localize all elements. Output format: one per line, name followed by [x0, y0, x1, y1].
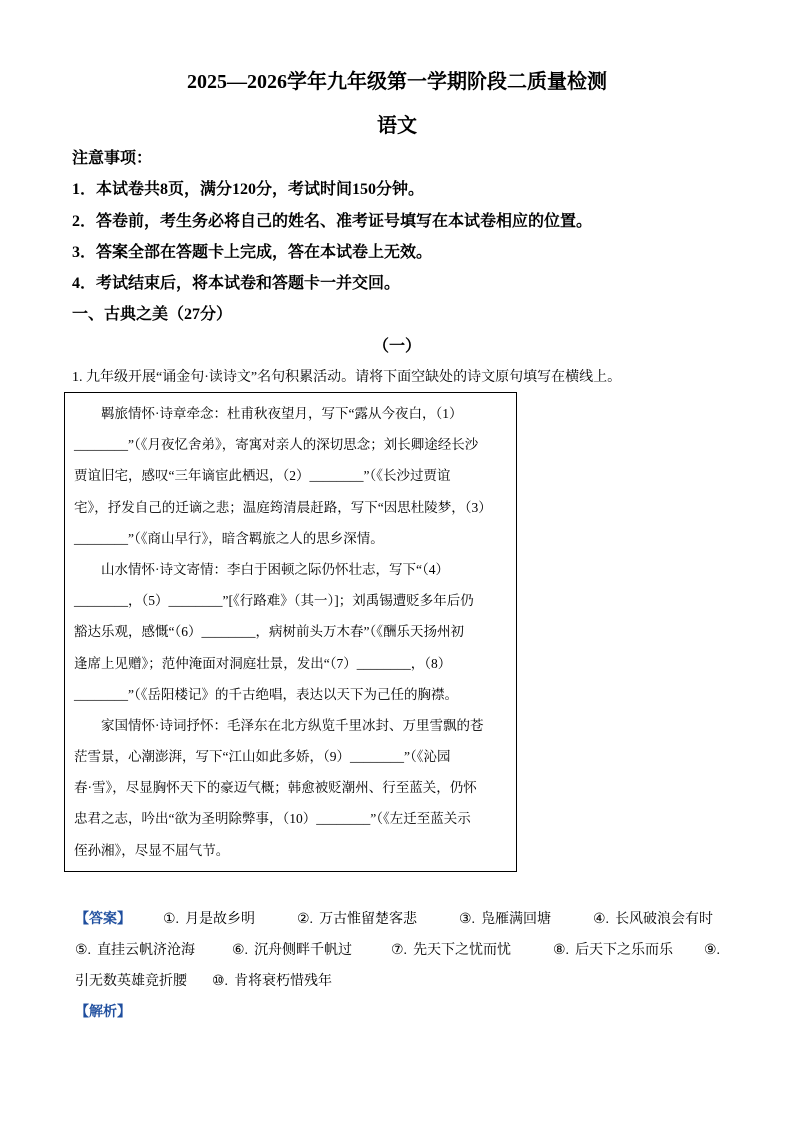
answer-number: ④.	[593, 912, 610, 927]
notice-item: 3．答案全部在答题卡上完成，答在本试卷上无效。	[72, 243, 433, 261]
answer-number: ③.	[459, 912, 476, 927]
passage-line: 茫雪景，心潮澎湃，写下“江山如此多娇，（9）________”（《沁园	[74, 749, 451, 765]
answer-text: 长风破浪会有时	[615, 912, 714, 927]
answer-number: ⑦.	[391, 943, 408, 958]
answer-row	[0, 935, 794, 966]
passage-line: ________”（《商山早行》，暗含羁旅之人的思乡深情。	[74, 530, 384, 546]
passage-line: ________，（5）________”[《行路难》（其一）]；刘禹锡遭贬多年后仍	[74, 593, 474, 609]
passage-line: 豁达乐观，感慨“（6）________，病树前头万木春”（《酬乐天扬州初	[74, 624, 464, 640]
instructions-block	[72, 143, 762, 393]
passage-line: 春·雪》，尽显胸怀天下的豪迈气概；韩愈被贬潮州、行至蓝关，仍怀	[74, 780, 477, 796]
answer-row	[0, 966, 794, 997]
answer-text: 先天下之忧而忧	[413, 943, 512, 958]
answer-number: ⑥.	[232, 943, 249, 958]
answer-text: 直挂云帆济沧海	[97, 943, 196, 958]
passage-line: ________”（《岳阳楼记》的千古绝唱，表达以天下为己任的胸襟。	[74, 686, 458, 702]
answer-text: 万古惟留楚客悲	[319, 912, 418, 927]
answer-item	[459, 904, 551, 935]
answer-item	[163, 904, 255, 935]
analysis-row	[0, 997, 794, 1028]
exam-subject: 语文	[377, 115, 417, 137]
answer-text: 肯将衰朽惜残年	[234, 974, 333, 989]
answer-number: ⑤.	[75, 943, 92, 958]
answer-text: 后天下之乐而乐	[575, 943, 674, 958]
passage-box	[64, 392, 517, 872]
answer-number: ②.	[297, 912, 314, 927]
answer-text: 沉舟侧畔千帆过	[254, 943, 353, 958]
passage-line: ________”（《月夜忆舍弟》，寄寓对亲人的深切思念；刘长卿途经长沙	[74, 437, 479, 453]
answer-number: ①.	[163, 912, 180, 927]
answer-item	[212, 966, 332, 997]
answer-text: 引无数英雄竞折腰	[75, 974, 187, 989]
answer-text: 凫雁满回塘	[481, 912, 552, 927]
answer-item	[232, 935, 352, 966]
question-prompt: 1. 九年级开展“诵金句·读诗文”名句积累活动。请将下面空缺处的诗文原句填写在横线上。	[72, 370, 622, 386]
answer-number: ⑩.	[212, 974, 229, 989]
section-heading: 一、古典之美（27分）	[72, 306, 233, 324]
answer-item	[704, 935, 720, 966]
notice-item: 2．答卷前，考生务必将自己的姓名、准考证号填写在本试卷相应的位置。	[72, 212, 593, 230]
passage-line: 羁旅情怀·诗章牵念：杜甫秋夜望月，写下“露从今夜白，（1）	[101, 406, 463, 421]
answer-item	[75, 935, 195, 966]
answer-item	[391, 935, 511, 966]
exam-title: 2025—2026学年九年级第一学期阶段二质量检测	[187, 71, 607, 93]
passage-line: 宅》，抒发自己的迁谪之悲；温庭筠清晨赶路，写下“因思杜陵梦，（3）	[74, 499, 492, 515]
answer-item	[593, 904, 713, 935]
answer-label: 【答案】	[75, 912, 131, 927]
answer-number: ⑧.	[553, 943, 570, 958]
notice-heading: 注意事项：	[72, 150, 153, 167]
notice-item: 1．本试卷共8页，满分120分，考试时间150分钟。	[72, 181, 425, 199]
answer-item-continued	[75, 966, 187, 997]
answer-text: 月是故乡明	[185, 912, 256, 927]
passage-line: 贾谊旧宅，感叹“三年谪宦此栖迟，（2）________”（《长沙过贾谊	[74, 468, 451, 484]
passage-line: 家国情怀·诗词抒怀：毛泽东在北方纵览千里冰封、万里雪飘的苍	[101, 717, 484, 733]
part-heading: （一）	[372, 337, 421, 355]
answer-item	[553, 935, 673, 966]
passage-text	[74, 398, 492, 866]
analysis-label: 【解析】	[75, 1005, 131, 1020]
passage-line: 侄孙湘》，尽显不屈气节。	[74, 842, 230, 858]
passage-line: 山水情怀·诗文寄情：李白于困顿之际仍怀壮志，写下“（4）	[101, 561, 449, 577]
answer-row	[0, 904, 794, 935]
passage-line: 忠君之志，吟出“欲为圣明除弊事，（10）________”（《左迁至蓝关示	[74, 811, 471, 827]
passage-line: 逢席上见赠》；范仲淹面对洞庭壮景，发出“（7）________，（8）	[74, 655, 452, 671]
notice-item: 4．考试结束后，将本试卷和答题卡一并交回。	[72, 275, 401, 293]
answer-item	[297, 904, 417, 935]
answer-number: ⑨.	[704, 943, 721, 958]
answer-section	[0, 904, 794, 1028]
